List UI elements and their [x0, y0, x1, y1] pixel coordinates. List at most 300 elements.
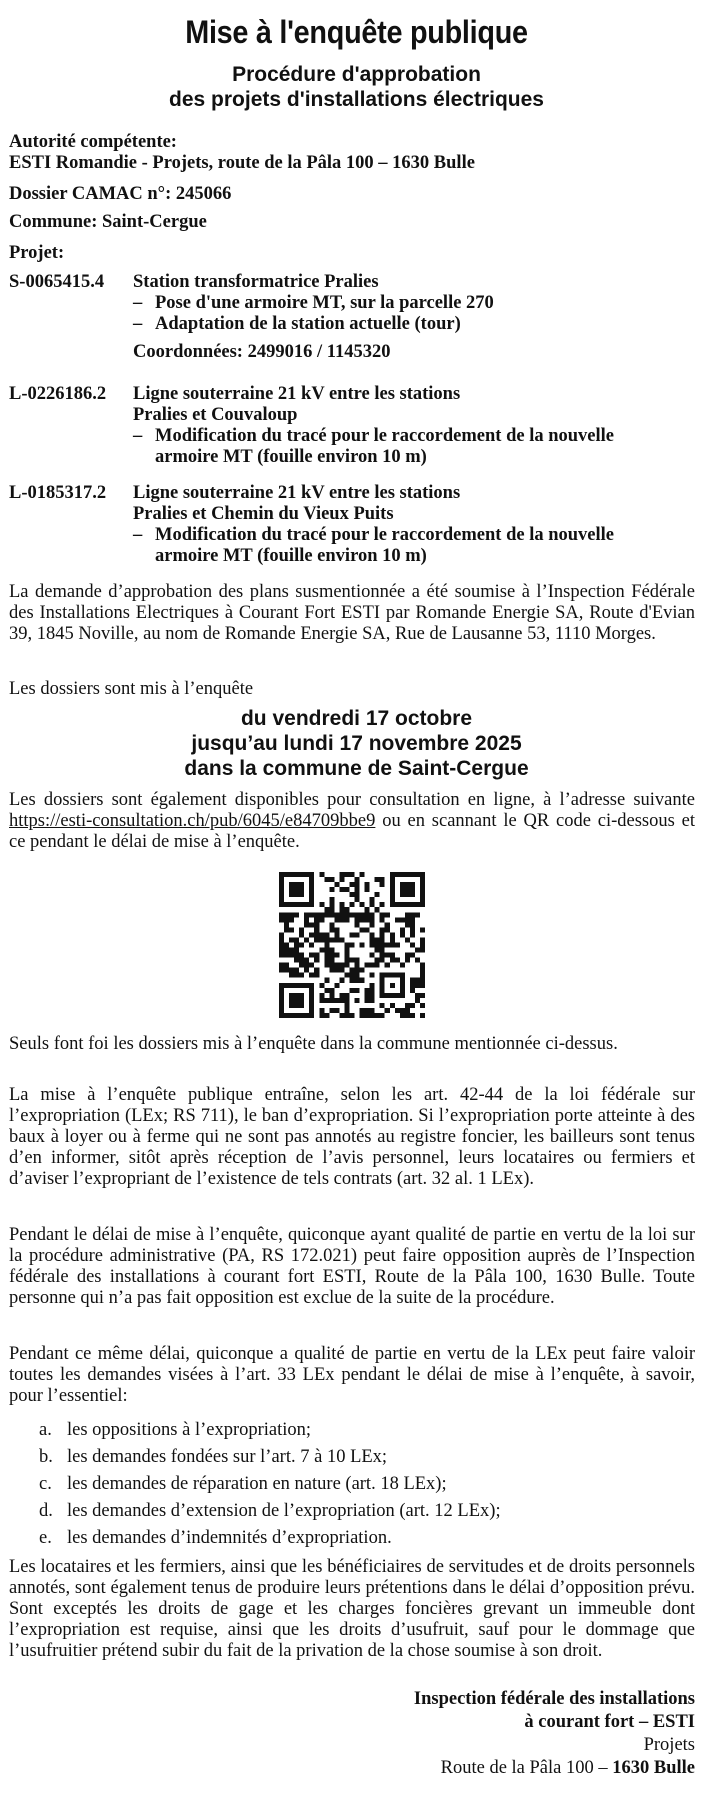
qr-module: [329, 958, 334, 963]
qr-module: [314, 968, 319, 973]
qr-module: [360, 912, 365, 917]
qr-module: [314, 937, 319, 942]
qr-module: [329, 902, 334, 907]
list-text: les demandes d’extension de l’expropriation (art. 12 LEx);: [67, 1501, 501, 1521]
qr-module: [349, 872, 354, 877]
qr-module: [390, 1003, 395, 1008]
qr-module: [279, 948, 284, 953]
qr-module: [279, 968, 284, 973]
qr-module: [355, 963, 360, 968]
qr-module: [334, 937, 339, 942]
list-label: c.: [39, 1474, 52, 1494]
qr-module: [344, 993, 349, 998]
qr-module: [339, 968, 344, 973]
qr-module: [344, 958, 349, 963]
qr-module: [385, 963, 390, 968]
qr-module: [284, 912, 289, 917]
qr-module: [319, 917, 324, 922]
qr-module: [279, 953, 284, 958]
period-line-2: jusqu’au lundi 17 novembre 2025: [191, 732, 522, 755]
period-line-1: du vendredi 17 octobre: [240, 707, 473, 730]
qr-module: [319, 937, 324, 942]
qr-module: [360, 978, 365, 983]
qr-module: [400, 932, 405, 937]
qr-module: [334, 882, 339, 887]
page-subtitle: [0, 62, 713, 112]
qr-module: [319, 872, 324, 877]
qr-module: [380, 902, 385, 907]
qr-module: [339, 917, 344, 922]
qr-module: [380, 912, 385, 917]
qr-module: [319, 998, 324, 1003]
signature-line-3: Projets: [643, 1735, 695, 1755]
qr-module: [349, 988, 354, 993]
qr-module: [355, 877, 360, 882]
qr-module: [329, 968, 334, 973]
qr-module: [395, 958, 400, 963]
list-item: [9, 1474, 695, 1495]
qr-module: [289, 917, 294, 922]
list-item: [9, 1528, 695, 1549]
qr-module: [365, 1013, 370, 1018]
qr-module: [344, 912, 349, 917]
qr-module: [289, 973, 294, 978]
qr-module: [420, 968, 425, 973]
qr-module: [314, 953, 319, 958]
list-label: a.: [39, 1420, 52, 1440]
qr-module: [380, 1003, 385, 1008]
qr-module: [355, 978, 360, 983]
qr-module: [349, 942, 354, 947]
qr-module: [410, 912, 415, 917]
qr-module: [279, 937, 284, 942]
qr-module: [339, 872, 344, 877]
qr-module: [355, 912, 360, 917]
qr-module: [400, 1013, 405, 1018]
qr-module: [339, 1013, 344, 1018]
qr-module: [395, 917, 400, 922]
qr-module: [405, 917, 410, 922]
qr-module: [314, 958, 319, 963]
project-description: [133, 483, 699, 567]
qr-module: [410, 922, 415, 927]
qr-module: [420, 942, 425, 947]
qr-module: [324, 948, 329, 953]
qr-module: [355, 968, 360, 973]
qr-module: [329, 927, 334, 932]
qr-module: [410, 988, 415, 993]
qr-module: [360, 968, 365, 973]
qr-module: [349, 973, 354, 978]
qr-module: [304, 968, 309, 973]
qr-module: [349, 978, 354, 983]
qr-module: [415, 958, 420, 963]
qr-module: [334, 983, 339, 988]
qr-module: [289, 948, 294, 953]
qr-module: [284, 927, 289, 932]
project-title-line: Ligne souterraine 21 kV entre les stations: [133, 384, 461, 404]
qr-module: [329, 887, 334, 892]
qr-module: [370, 1008, 375, 1013]
qr-module: [319, 1013, 324, 1018]
qr-module: [294, 942, 299, 947]
paragraph-dossiers: Les dossiers sont mis à l’enquête: [9, 679, 254, 699]
qr-module: [349, 892, 354, 897]
qr-module: [329, 922, 334, 927]
project-code: S-0065415.4: [9, 272, 105, 292]
qr-module: [420, 1003, 425, 1008]
qr-module: [314, 973, 319, 978]
qr-module: [344, 1008, 349, 1013]
qr-module: [390, 932, 395, 937]
signature-line-2: à courant fort – ESTI: [524, 1712, 695, 1732]
qr-module: [284, 942, 289, 947]
qr-module: [319, 993, 324, 998]
list-label: b.: [39, 1447, 53, 1467]
qr-module: [365, 927, 370, 932]
paragraph-online: [9, 790, 695, 853]
qr-module: [420, 948, 425, 953]
qr-module: [370, 912, 375, 917]
qr-module: [420, 983, 425, 988]
qr-module: [334, 963, 339, 968]
qr-module: [319, 912, 324, 917]
authority-label: Autorité compétente:: [9, 132, 177, 152]
qr-module: [385, 1008, 390, 1013]
qr-module: [324, 1013, 329, 1018]
qr-module: [365, 907, 370, 912]
signature-address: [95, 1758, 695, 1779]
qr-module: [415, 978, 420, 983]
list-item: [9, 1447, 695, 1468]
qr-module: [385, 912, 390, 917]
qr-module: [309, 932, 314, 937]
qr-module: [329, 963, 334, 968]
qr-module: [410, 1003, 415, 1008]
qr-module: [375, 958, 380, 963]
qr-module: [319, 902, 324, 907]
qr-module: [390, 958, 395, 963]
qr-module: [360, 927, 365, 932]
qr-module: [294, 973, 299, 978]
qr-module: [370, 932, 375, 937]
qr-module: [344, 948, 349, 953]
project-item-continued: armoire MT (fouille environ 10 m): [155, 447, 427, 467]
project-entry: [9, 483, 699, 579]
qr-module: [400, 917, 405, 922]
qr-module: [299, 942, 304, 947]
qr-module: [355, 892, 360, 897]
project-item: – Adaptation de la station actuelle (tour): [133, 314, 699, 335]
qr-module: [279, 963, 284, 968]
qr-module: [355, 917, 360, 922]
qr-module: [304, 963, 309, 968]
qr-module: [334, 968, 339, 973]
qr-module: [380, 917, 385, 922]
qr-module: [349, 882, 354, 887]
qr-module: [380, 958, 385, 963]
qr-module: [329, 953, 334, 958]
qr-module: [415, 993, 420, 998]
qr-module: [339, 912, 344, 917]
qr-module: [339, 907, 344, 912]
qr-module: [329, 993, 334, 998]
qr-module: [329, 988, 334, 993]
qr-module: [344, 1003, 349, 1008]
qr-module: [370, 897, 375, 902]
project-title-line: Pralies et Chemin du Vieux Puits: [133, 504, 394, 524]
qr-module: [410, 1013, 415, 1018]
qr-module: [405, 953, 410, 958]
qr-module: [329, 998, 334, 1003]
qr-module: [420, 1013, 425, 1018]
qr-module: [410, 953, 415, 958]
subtitle-line-1: Procédure d'approbation: [232, 63, 481, 86]
qr-module: [375, 942, 380, 947]
qr-module: [304, 917, 309, 922]
qr-module: [309, 973, 314, 978]
qr-module: [339, 877, 344, 882]
qr-module: [329, 907, 334, 912]
qr-module: [334, 917, 339, 922]
dossier-number: Dossier CAMAC n°: 245066: [9, 184, 232, 204]
qr-module: [415, 948, 420, 953]
qr-module: [309, 942, 314, 947]
qr-module: [334, 1008, 339, 1013]
authority-value: ESTI Romandie - Projets, route de la Pâla 100 – 1630 Bulle: [9, 153, 475, 173]
qr-module: [344, 907, 349, 912]
qr-module: [349, 968, 354, 973]
qr-module: [385, 953, 390, 958]
qr-module: [395, 1008, 400, 1013]
qr-module: [284, 953, 289, 958]
online-text-start: Les dossiers sont également disponibles pour consultation en ligne, à l’adresse suivante: [9, 790, 695, 810]
qr-module: [324, 912, 329, 917]
qr-module: [380, 882, 385, 887]
qr-module: [380, 948, 385, 953]
qr-module: [329, 897, 334, 902]
qr-module: [339, 993, 344, 998]
qr-module: [344, 998, 349, 1003]
qr-module: [334, 998, 339, 1003]
qr-module: [405, 1003, 410, 1008]
qr-module: [380, 927, 385, 932]
qr-module: [344, 953, 349, 958]
qr-module: [299, 932, 304, 937]
qr-module: [289, 912, 294, 917]
qr-module: [405, 937, 410, 942]
project-title: Station transformatrice Pralies: [133, 272, 379, 292]
qr-module: [289, 968, 294, 973]
qr-module: [304, 912, 309, 917]
online-text-end: ou en scannant le QR code ci-dessous et ce pendant le délai de mise à l’enquête.: [9, 811, 695, 852]
qr-module: [385, 922, 390, 927]
qr-module: [410, 927, 415, 932]
page-title: Mise à l'enquête publique: [185, 14, 528, 50]
qr-module: [279, 912, 284, 917]
qr-module: [420, 963, 425, 968]
qr-module: [339, 902, 344, 907]
qr-module: [360, 872, 365, 877]
qr-module: [380, 877, 385, 882]
qr-module: [349, 932, 354, 937]
qr-module: [365, 917, 370, 922]
qr-module: [319, 1008, 324, 1013]
qr-module: [349, 1013, 354, 1018]
qr-module: [355, 973, 360, 978]
qr-module: [289, 953, 294, 958]
qr-module: [375, 1013, 380, 1018]
qr-module: [349, 958, 354, 963]
qr-module: [314, 912, 319, 917]
qr-module: [380, 1013, 385, 1018]
qr-module: [405, 958, 410, 963]
commune: Commune: Saint-Cergue: [9, 212, 207, 232]
qr-module: [284, 948, 289, 953]
qr-module: [324, 978, 329, 983]
qr-module: [309, 963, 314, 968]
qr-module: [324, 942, 329, 947]
project-entry: [9, 272, 699, 382]
qr-module: [415, 998, 420, 1003]
qr-module: [294, 937, 299, 942]
list-text: les demandes d’indemnités d’expropriation.: [67, 1528, 392, 1548]
qr-module: [334, 912, 339, 917]
qr-module: [365, 882, 370, 887]
qr-module: [329, 1008, 334, 1013]
qr-module: [355, 932, 360, 937]
qr-module: [360, 942, 365, 947]
qr-module: [420, 927, 425, 932]
qr-module: [339, 963, 344, 968]
qr-module: [329, 937, 334, 942]
qr-module: [410, 932, 415, 937]
paragraph-opposition: Pendant le délai de mise à l’enquête, quiconque ayant qualité de partie en vertu de la loi sur la procédure administrative (PA, RS 172.021) peut faire opposition auprès de l’Inspection fédérale des installations à courant fort ESTI, Route de la Pâla 100, 1630 Bulle. Toute personne qui n’a pas fait opposition est exclue de la suite de la procédure.: [9, 1225, 695, 1308]
qr-module: [365, 988, 370, 993]
qr-module: [415, 983, 420, 988]
list-label: e.: [39, 1528, 52, 1548]
qr-code[interactable]: [279, 872, 425, 1018]
qr-module: [410, 917, 415, 922]
qr-module: [324, 877, 329, 882]
list-text: les demandes fondées sur l’art. 7 à 10 LEx;: [67, 1447, 388, 1467]
qr-module: [420, 973, 425, 978]
signature-city: 1630 Bulle: [612, 1758, 695, 1778]
qr-module: [370, 953, 375, 958]
qr-module: [339, 937, 344, 942]
period-line-3: dans la commune de Saint-Cergue: [184, 757, 529, 780]
consultation-link[interactable]: https://esti-consultation.ch/pub/6045/e84709bbe9: [9, 811, 376, 831]
qr-module: [370, 917, 375, 922]
qr-module: [355, 882, 360, 887]
qr-module: [314, 917, 319, 922]
qr-module: [339, 887, 344, 892]
qr-module: [380, 942, 385, 947]
paragraph-ban: La mise à l’enquête publique entraîne, selon les art. 42-44 de la loi fédérale sur l’expropriation (LEx; RS 711), le ban d’expropriation. Si l’expropriation porte atteinte à des baux à loyer ou à ferme qui ne sont pas annotés au registre foncier, les bailleurs sont tenus d’en informer, sitôt après réception de l’avis personnel, leurs locataires ou fermiers et d’aviser l’expropriant de l’existence de tels contrats (art. 32 al. 1 LEx).: [9, 1085, 695, 1189]
qr-module: [405, 1008, 410, 1013]
project-item: – Pose d'une armoire MT, sur la parcelle 270: [133, 293, 699, 314]
qr-module: [299, 958, 304, 963]
qr-module: [324, 907, 329, 912]
qr-module: [400, 1008, 405, 1013]
qr-module: [324, 953, 329, 958]
qr-module: [420, 978, 425, 983]
qr-module: [284, 917, 289, 922]
qr-module: [390, 953, 395, 958]
qr-module: [405, 922, 410, 927]
qr-module: [324, 958, 329, 963]
qr-module: [410, 978, 415, 983]
qr-module: [289, 937, 294, 942]
project-title-line: Ligne souterraine 21 kV entre les stations: [133, 483, 461, 503]
qr-module: [319, 948, 324, 953]
qr-module: [355, 897, 360, 902]
qr-module: [324, 932, 329, 937]
qr-module: [344, 963, 349, 968]
qr-module: [360, 1013, 365, 1018]
qr-module: [279, 917, 284, 922]
qr-module: [304, 937, 309, 942]
list-text: les oppositions à l’expropriation;: [67, 1420, 312, 1440]
paragraph-locataires: Les locataires et les fermiers, ainsi que les bénéficiaires de servitudes et de droits personnels annotés, sont également tenus de produire leurs prétentions dans le délai d’opposition prévu. Sont exceptés les droits de gage et les charges foncières grevant un immeuble dont l’expropriation est requise, ainsi que les droits d’usufruit, sauf pour le dommage que l’usufruitier prétend subir du fait de la privation de la chose soumise à son droit.: [9, 1557, 695, 1661]
qr-module: [314, 927, 319, 932]
qr-module: [344, 872, 349, 877]
qr-module: [339, 978, 344, 983]
qr-module: [410, 942, 415, 947]
qr-module: [355, 988, 360, 993]
project-description: [133, 272, 699, 363]
qr-module: [279, 942, 284, 947]
qr-module: [415, 912, 420, 917]
qr-module: [375, 907, 380, 912]
qr-module: [365, 1008, 370, 1013]
qr-module: [370, 942, 375, 947]
qr-module: [360, 917, 365, 922]
project-code: L-0226186.2: [9, 384, 107, 404]
qr-module: [355, 958, 360, 963]
qr-module: [400, 963, 405, 968]
qr-module: [355, 922, 360, 927]
qr-module: [370, 973, 375, 978]
subtitle-line-2: des projets d'installations électriques: [169, 88, 544, 111]
qr-module: [380, 953, 385, 958]
qr-module: [319, 932, 324, 937]
qr-module: [314, 932, 319, 937]
project-code: L-0185317.2: [9, 483, 107, 503]
qr-module: [370, 937, 375, 942]
qr-module: [349, 912, 354, 917]
paragraph-lex: Pendant ce même délai, quiconque a qualité de partie en vertu de la LEx peut faire valoir toutes les demandes visées à l’art. 33 LEx pendant le délai de mise à l’enquête, à savoir, pour l’essentiel:: [9, 1344, 695, 1406]
qr-module: [284, 922, 289, 927]
qr-module: [365, 912, 370, 917]
claims-list: [9, 1420, 695, 1549]
qr-module: [339, 998, 344, 1003]
qr-module: [284, 968, 289, 973]
paragraph-request: La demande d’approbation des plans susmentionnée a été soumise à l’Inspection Fédérale des Installations Electriques à Courant Fort ESTI par Romande Energie SA, Route d'Evian 39, 1845 Noville, au nom de Romande Energie SA, Rue de Lausanne 53, 1110 Morges.: [9, 582, 695, 644]
qr-module: [390, 942, 395, 947]
qr-module: [334, 932, 339, 937]
qr-module: [349, 902, 354, 907]
qr-module: [375, 937, 380, 942]
qr-module: [344, 1013, 349, 1018]
qr-module: [365, 993, 370, 998]
qr-module: [395, 942, 400, 947]
qr-module: [355, 887, 360, 892]
qr-module: [334, 927, 339, 932]
qr-module: [324, 937, 329, 942]
qr-module: [390, 937, 395, 942]
qr-module: [420, 937, 425, 942]
